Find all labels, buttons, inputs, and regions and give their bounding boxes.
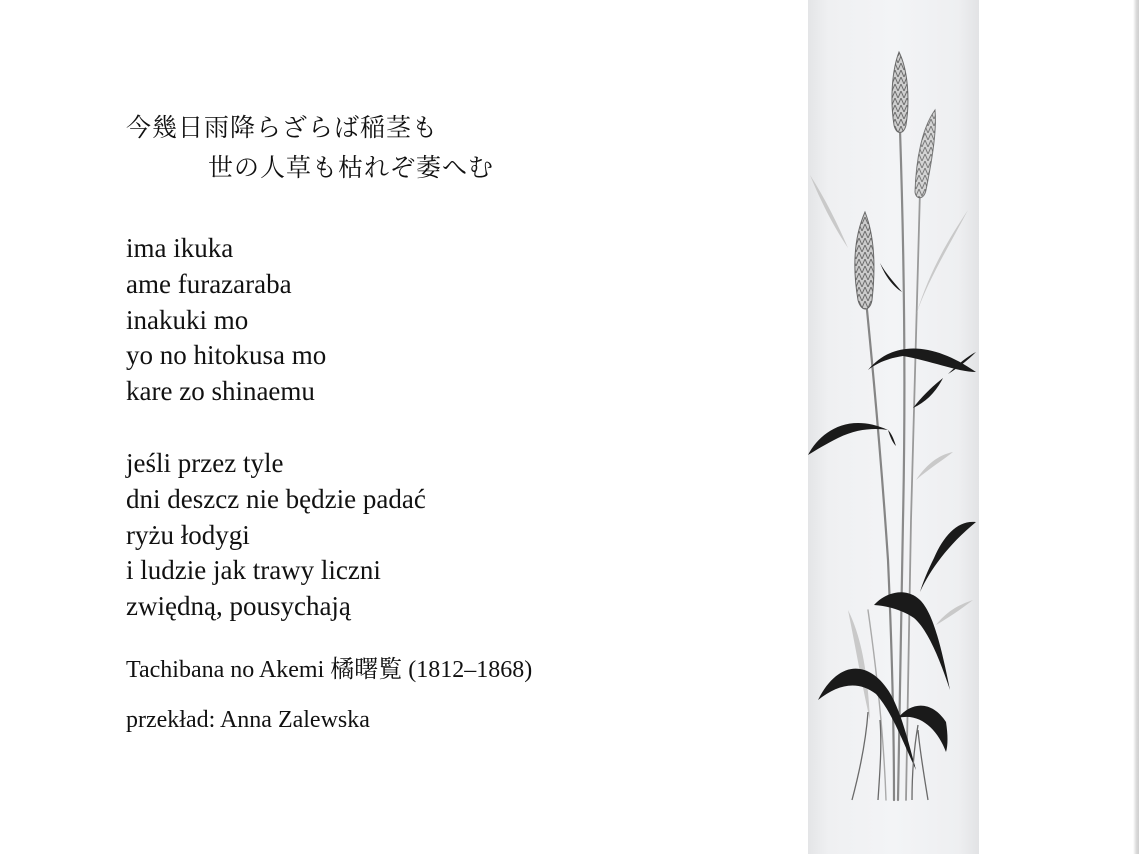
- grass-blades: [852, 712, 928, 800]
- polish-line-2: dni deszcz nie będzie padać: [126, 483, 426, 514]
- author-credit: Tachibana no Akemi 橘曙覧 (1812–1868): [126, 656, 533, 683]
- polish-line-1: jeśli przez tyle: [126, 447, 284, 478]
- foxtail-grass-painting: [808, 0, 979, 854]
- romaji-line-3: inakuki mo: [126, 304, 249, 335]
- romaji-line-4: yo no hitokusa mo: [126, 340, 327, 371]
- japanese-line-2: 世の人草も枯れぞ萎へむ: [208, 153, 495, 182]
- page-edge: [1133, 0, 1139, 854]
- translator-credit: przekład: Anna Zalewska: [126, 706, 370, 733]
- ink-painting-scroll: [808, 0, 979, 854]
- poem-block: [126, 108, 786, 735]
- japanese-poem: [126, 108, 786, 188]
- polish-stanza: [126, 446, 786, 625]
- polish-line-5: zwiędną, pousychają: [126, 591, 351, 622]
- japanese-line-1: 今幾日雨降らざらば稲茎も: [126, 113, 439, 142]
- romaji-line-1: ima ikuka: [126, 233, 234, 263]
- romaji-line-5: kare zo shinaemu: [126, 376, 315, 407]
- romaji-line-2: ame furazaraba: [126, 268, 292, 299]
- polish-line-3: ryżu łodygi: [126, 519, 250, 550]
- romaji-stanza: [126, 231, 786, 410]
- polish-line-4: i ludzie jak trawy liczni: [126, 555, 381, 586]
- seed-heads: [855, 52, 936, 309]
